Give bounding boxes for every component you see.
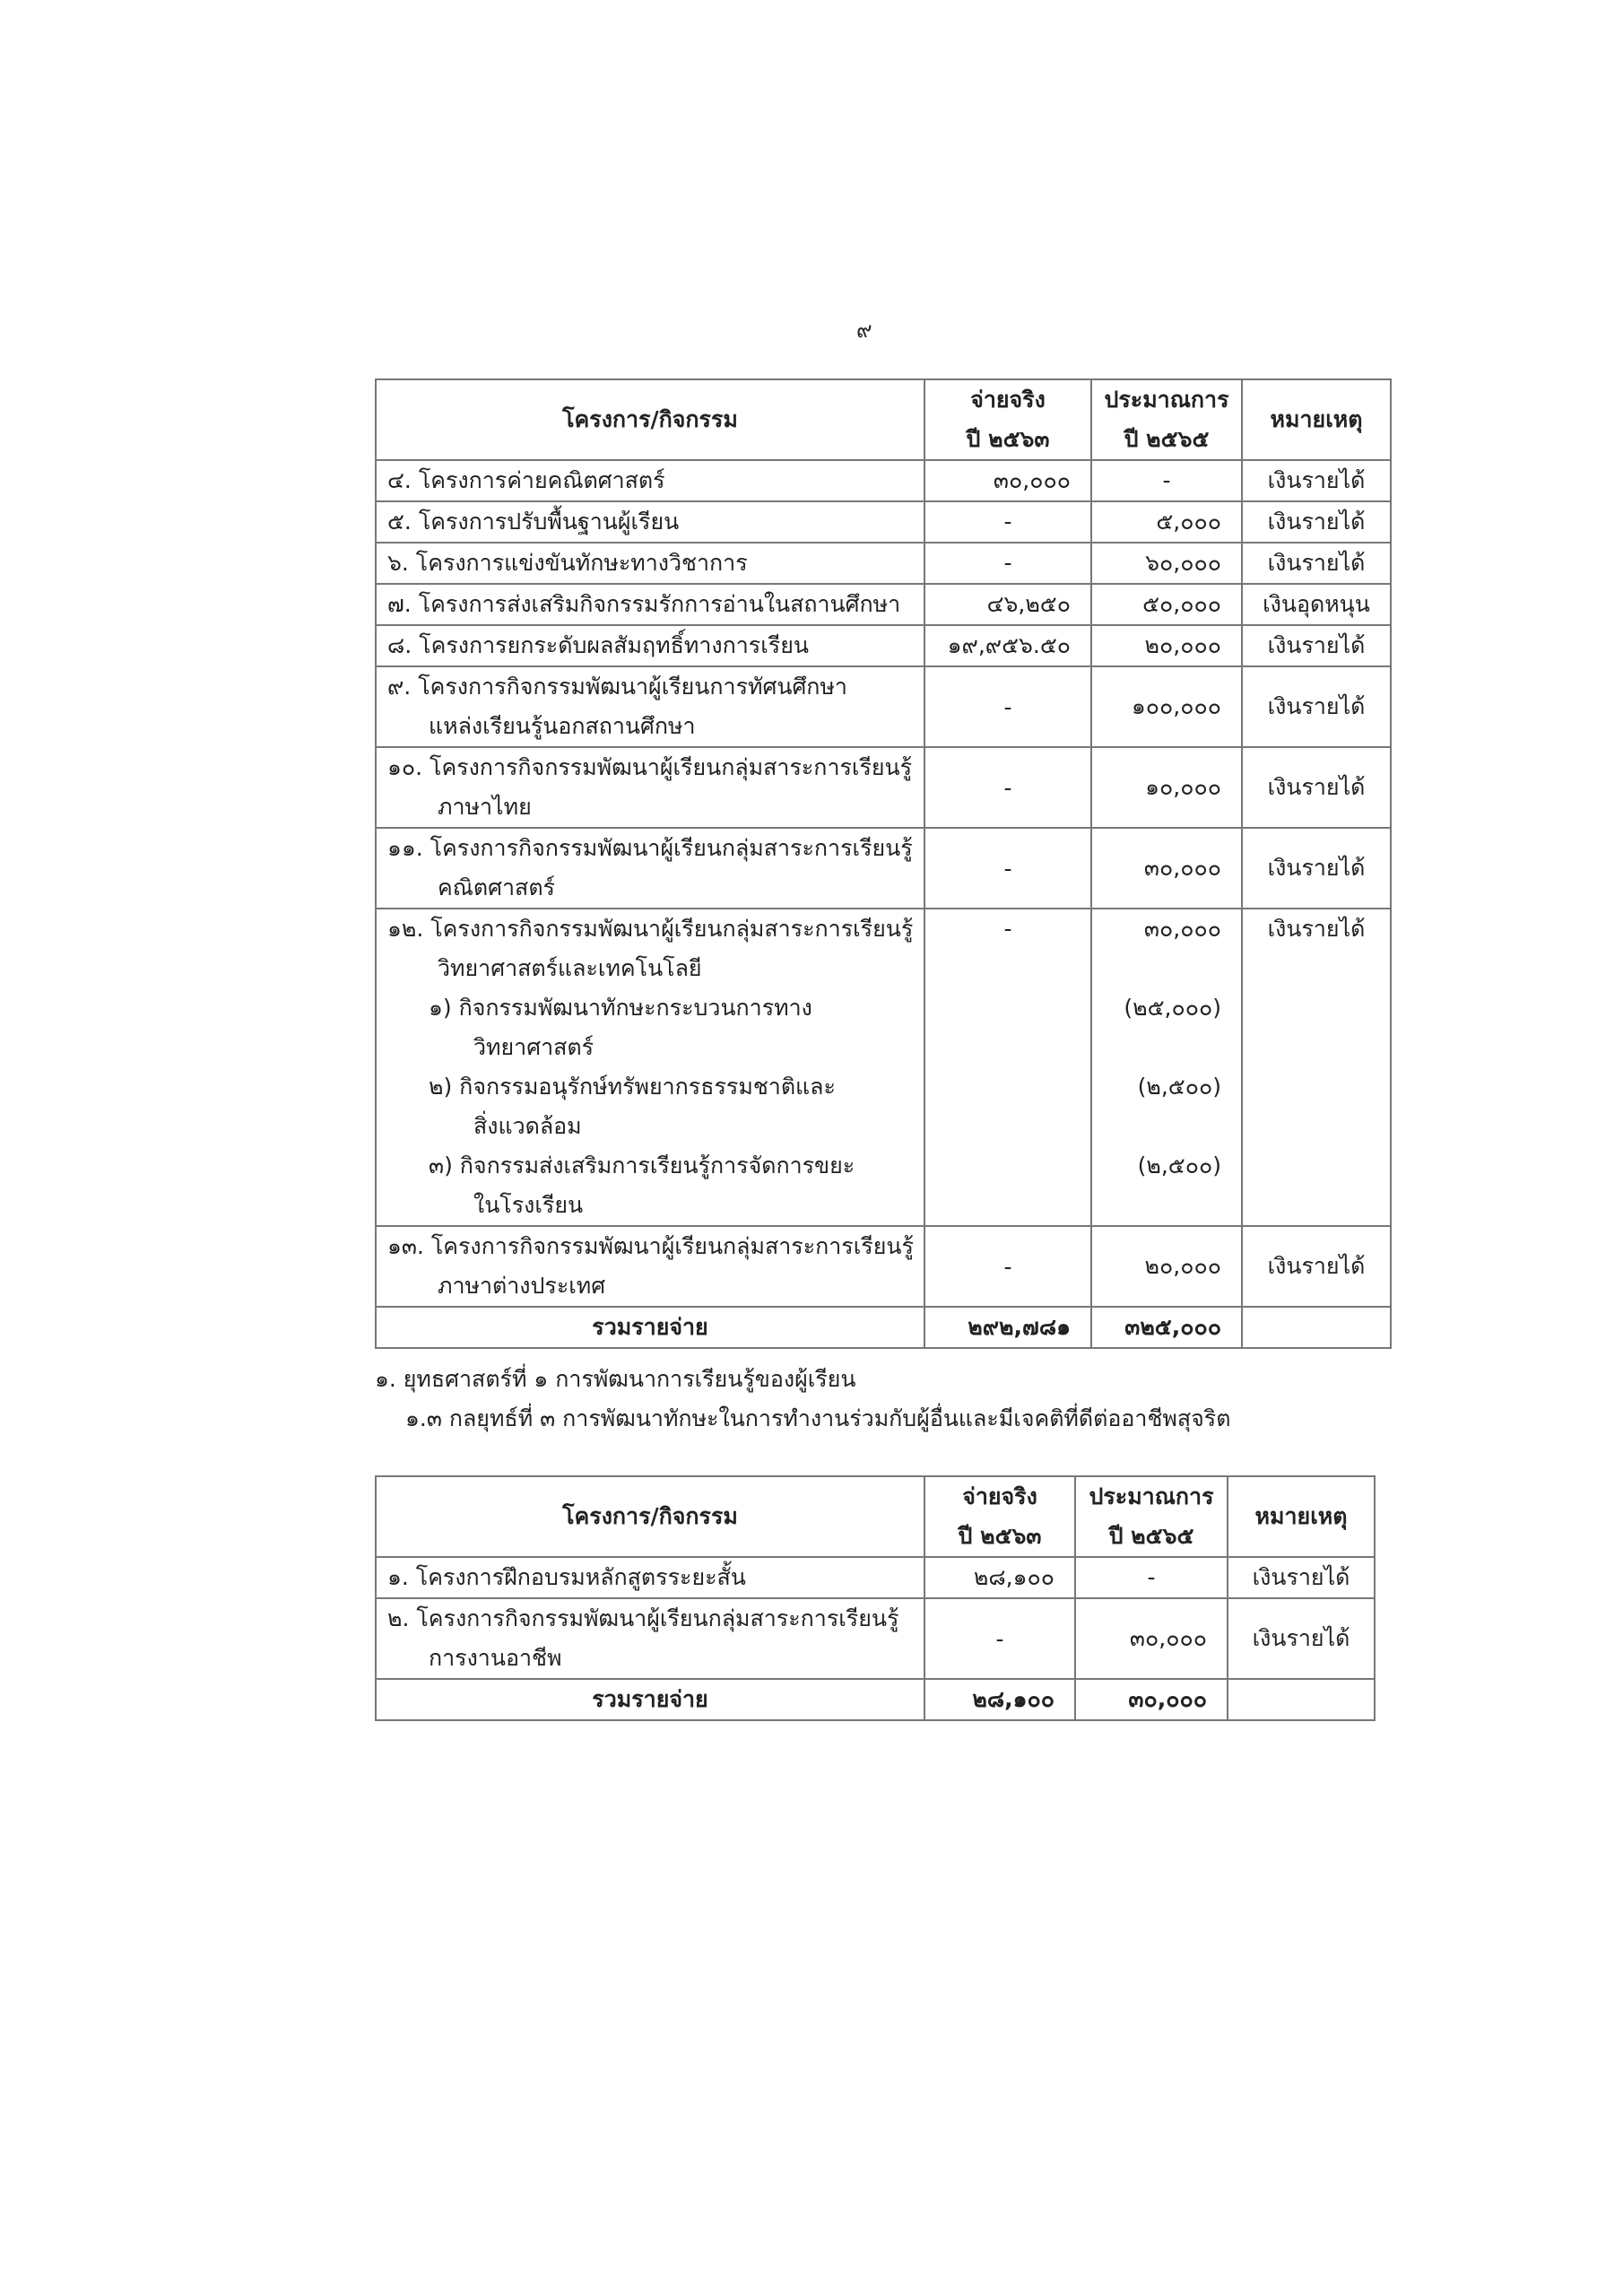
table-row xyxy=(376,666,1391,747)
project-name-line1: ๑๒. โครงการกิจกรรมพัฒนาผู้เรียนกลุ่มสาระการเรียนรู้ xyxy=(387,916,914,942)
project-name: ๗. โครงการส่งเสริมกิจกรรมรักการอ่านในสถานศึกษา xyxy=(376,584,924,625)
project-name-line1: ๒. โครงการกิจกรรมพัฒนาผู้เรียนกลุ่มสาระการเรียนรู้ xyxy=(387,1605,899,1631)
project-name xyxy=(376,666,924,747)
estimate-amount: - xyxy=(1075,1557,1228,1598)
actual-amount: - xyxy=(924,828,1091,909)
remark: เงินรายได้ xyxy=(1242,625,1391,666)
subitem-3-line1: ๓) กิจกรรมส่งเสริมการเรียนรู้การจัดการขยะ xyxy=(429,1152,855,1178)
header-remark: หมายเหตุ xyxy=(1242,379,1391,460)
project-name-line2: ภาษาไทย xyxy=(438,794,532,820)
project-name-line2: ภาษาต่างประเทศ xyxy=(438,1273,606,1299)
spacer xyxy=(1103,949,1221,988)
remark-value: เงินรายได้ xyxy=(1267,916,1366,942)
total-remark xyxy=(1228,1679,1375,1720)
table-row xyxy=(376,460,1391,501)
project-name-line1: ๙. โครงการกิจกรรมพัฒนาผู้เรียนการทัศนศึกษา xyxy=(387,674,847,700)
table-row xyxy=(376,1598,1375,1679)
table-row xyxy=(376,584,1391,625)
project-name-line2: แหล่งเรียนรู้นอกสถานศึกษา xyxy=(429,713,696,739)
project-name-line1: ๑๑. โครงการกิจกรรมพัฒนาผู้เรียนกลุ่มสาระการเรียนรู้ xyxy=(387,835,913,861)
total-actual: ๒๘,๑๐๐ xyxy=(924,1679,1075,1720)
subitem-2-estimate: (๒,๕๐๐) xyxy=(1137,1074,1221,1100)
total-remark xyxy=(1242,1307,1391,1348)
actual-amount: - xyxy=(924,1226,1091,1307)
header-estimate xyxy=(1075,1476,1228,1557)
project-name-line1: ๑๐. โครงการกิจกรรมพัฒนาผู้เรียนกลุ่มสาระการเรียนรู้ xyxy=(387,754,913,780)
actual-amount: ๓๐,๐๐๐ xyxy=(924,460,1091,501)
header-actual-year: ปี ๒๕๖๓ xyxy=(958,1523,1042,1549)
project-name: ๑. โครงการฝึกอบรมหลักสูตรระยะสั้น xyxy=(376,1557,924,1598)
total-label: รวมรายจ่าย xyxy=(376,1679,924,1720)
project-name: ๔. โครงการค่ายคณิตศาสตร์ xyxy=(376,460,924,501)
project-name-line2: การงานอาชีพ xyxy=(429,1645,562,1671)
table-row xyxy=(376,625,1391,666)
estimate-amount: ๖๐,๐๐๐ xyxy=(1091,543,1242,584)
total-estimate: ๓๐,๐๐๐ xyxy=(1075,1679,1228,1720)
estimate-amount-value: ๓๐,๐๐๐ xyxy=(1143,916,1221,942)
project-name xyxy=(376,1226,924,1307)
header-estimate xyxy=(1091,379,1242,460)
actual-amount: - xyxy=(924,501,1091,543)
project-name: ๘. โครงการยกระดับผลสัมฤทธิ์ทางการเรียน xyxy=(376,625,924,666)
budget-table-1 xyxy=(375,378,1392,1349)
remark: เงินรายได้ xyxy=(1242,1226,1391,1307)
remark: เงินรายได้ xyxy=(1228,1598,1375,1679)
project-name-line2: คณิตศาสตร์ xyxy=(438,874,555,900)
remark: เงินรายได้ xyxy=(1242,747,1391,828)
header-estimate-label: ประมาณการ xyxy=(1089,1483,1214,1509)
spacer xyxy=(1103,1107,1221,1146)
subitem-2-line1: ๒) กิจกรรมอนุรักษ์ทรัพยากรธรรมชาติและ xyxy=(429,1074,836,1100)
project-name: ๕. โครงการปรับพื้นฐานผู้เรียน xyxy=(376,501,924,543)
spacer xyxy=(1103,1028,1221,1067)
header-actual-year: ปี ๒๕๖๓ xyxy=(966,426,1050,452)
estimate-amount: ๓๐,๐๐๐ xyxy=(1075,1598,1228,1679)
actual-amount: - xyxy=(924,666,1091,747)
remark: เงินรายได้ xyxy=(1242,460,1391,501)
estimate-amount: ๒๐,๐๐๐ xyxy=(1091,625,1242,666)
total-row xyxy=(376,1307,1391,1348)
total-estimate: ๓๒๕,๐๐๐ xyxy=(1091,1307,1242,1348)
total-row xyxy=(376,1679,1375,1720)
estimate-amount: - xyxy=(1091,460,1242,501)
header-estimate-label: ประมาณการ xyxy=(1104,387,1229,413)
project-name: ๖. โครงการแข่งขันทักษะทางวิชาการ xyxy=(376,543,924,584)
actual-amount: ๒๘,๑๐๐ xyxy=(924,1557,1075,1598)
remark: เงินรายได้ xyxy=(1242,828,1391,909)
estimate-amount: ๑๐,๐๐๐ xyxy=(1091,747,1242,828)
page-number: ๙ xyxy=(856,317,872,343)
project-name xyxy=(376,909,924,1226)
header-actual-label: จ่ายจริง xyxy=(962,1483,1037,1509)
header-actual xyxy=(924,1476,1075,1557)
project-name xyxy=(376,747,924,828)
header-project: โครงการ/กิจกรรม xyxy=(376,379,924,460)
project-name-line1: ๑๓. โครงการกิจกรรมพัฒนาผู้เรียนกลุ่มสาระการเรียนรู้ xyxy=(387,1233,914,1259)
actual-amount: - xyxy=(924,543,1091,584)
subitem-3-estimate: (๒,๕๐๐) xyxy=(1137,1152,1221,1178)
header-actual xyxy=(924,379,1091,460)
table-row xyxy=(376,909,1391,1226)
estimate-amount: ๕๐,๐๐๐ xyxy=(1091,584,1242,625)
estimate-amount: ๓๐,๐๐๐ xyxy=(1091,828,1242,909)
estimate-amount: ๒๐,๐๐๐ xyxy=(1091,1226,1242,1307)
remark xyxy=(1242,909,1391,1226)
remark: เงินรายได้ xyxy=(1228,1557,1375,1598)
project-name xyxy=(376,1598,924,1679)
strategy-heading: ๑. ยุทธศาสตร์ที่ ๑ การพัฒนาการเรียนรู้ของผู้เรียน xyxy=(375,1366,856,1392)
remark: เงินรายได้ xyxy=(1242,666,1391,747)
remark: เงินอุดหนุน xyxy=(1242,584,1391,625)
actual-amount: - xyxy=(924,747,1091,828)
total-actual: ๒๙๒,๗๘๑ xyxy=(924,1307,1091,1348)
actual-amount xyxy=(924,909,1091,1226)
table-row xyxy=(376,1226,1391,1307)
subitem-1-line2: วิทยาศาสตร์ xyxy=(473,1034,595,1060)
actual-amount: - xyxy=(924,1598,1075,1679)
project-name-line2: วิทยาศาสตร์และเทคโนโลยี xyxy=(438,955,702,981)
remark: เงินรายได้ xyxy=(1242,543,1391,584)
remark: เงินรายได้ xyxy=(1242,501,1391,543)
table-row xyxy=(376,1557,1375,1598)
header-estimate-year: ปี ๒๕๖๕ xyxy=(1108,1523,1194,1549)
estimate-amount: ๑๐๐,๐๐๐ xyxy=(1091,666,1242,747)
table-row xyxy=(376,501,1391,543)
actual-amount: ๑๙,๙๕๖.๕๐ xyxy=(924,625,1091,666)
budget-table-2 xyxy=(375,1475,1376,1721)
table-row xyxy=(376,747,1391,828)
estimate-amount: ๕,๐๐๐ xyxy=(1091,501,1242,543)
header-actual-label: จ่ายจริง xyxy=(970,387,1046,413)
header-estimate-year: ปี ๒๕๖๕ xyxy=(1124,426,1210,452)
subitem-2-line2: สิ่งแวดล้อม xyxy=(473,1113,582,1139)
table-row xyxy=(376,543,1391,584)
table-header-row xyxy=(376,1476,1375,1557)
actual-amount-value: - xyxy=(1003,916,1012,942)
subitem-1-estimate: (๒๕,๐๐๐) xyxy=(1124,995,1221,1021)
total-label: รวมรายจ่าย xyxy=(376,1307,924,1348)
table-row xyxy=(376,828,1391,909)
actual-amount: ๔๖,๒๕๐ xyxy=(924,584,1091,625)
header-project: โครงการ/กิจกรรม xyxy=(376,1476,924,1557)
estimate-amount xyxy=(1091,909,1242,1226)
table-header-row xyxy=(376,379,1391,460)
subitem-3-line2: ในโรงเรียน xyxy=(473,1192,584,1218)
tactic-heading: ๑.๓ กลยุทธ์ที่ ๓ การพัฒนาทักษะในการทำงานร่วมกับผู้อื่นและมีเจคติที่ดีต่ออาชีพสุจริต xyxy=(405,1405,1231,1431)
subitem-1-line1: ๑) กิจกรรมพัฒนาทักษะกระบวนการทาง xyxy=(429,995,812,1021)
header-remark: หมายเหตุ xyxy=(1228,1476,1375,1557)
project-name xyxy=(376,828,924,909)
